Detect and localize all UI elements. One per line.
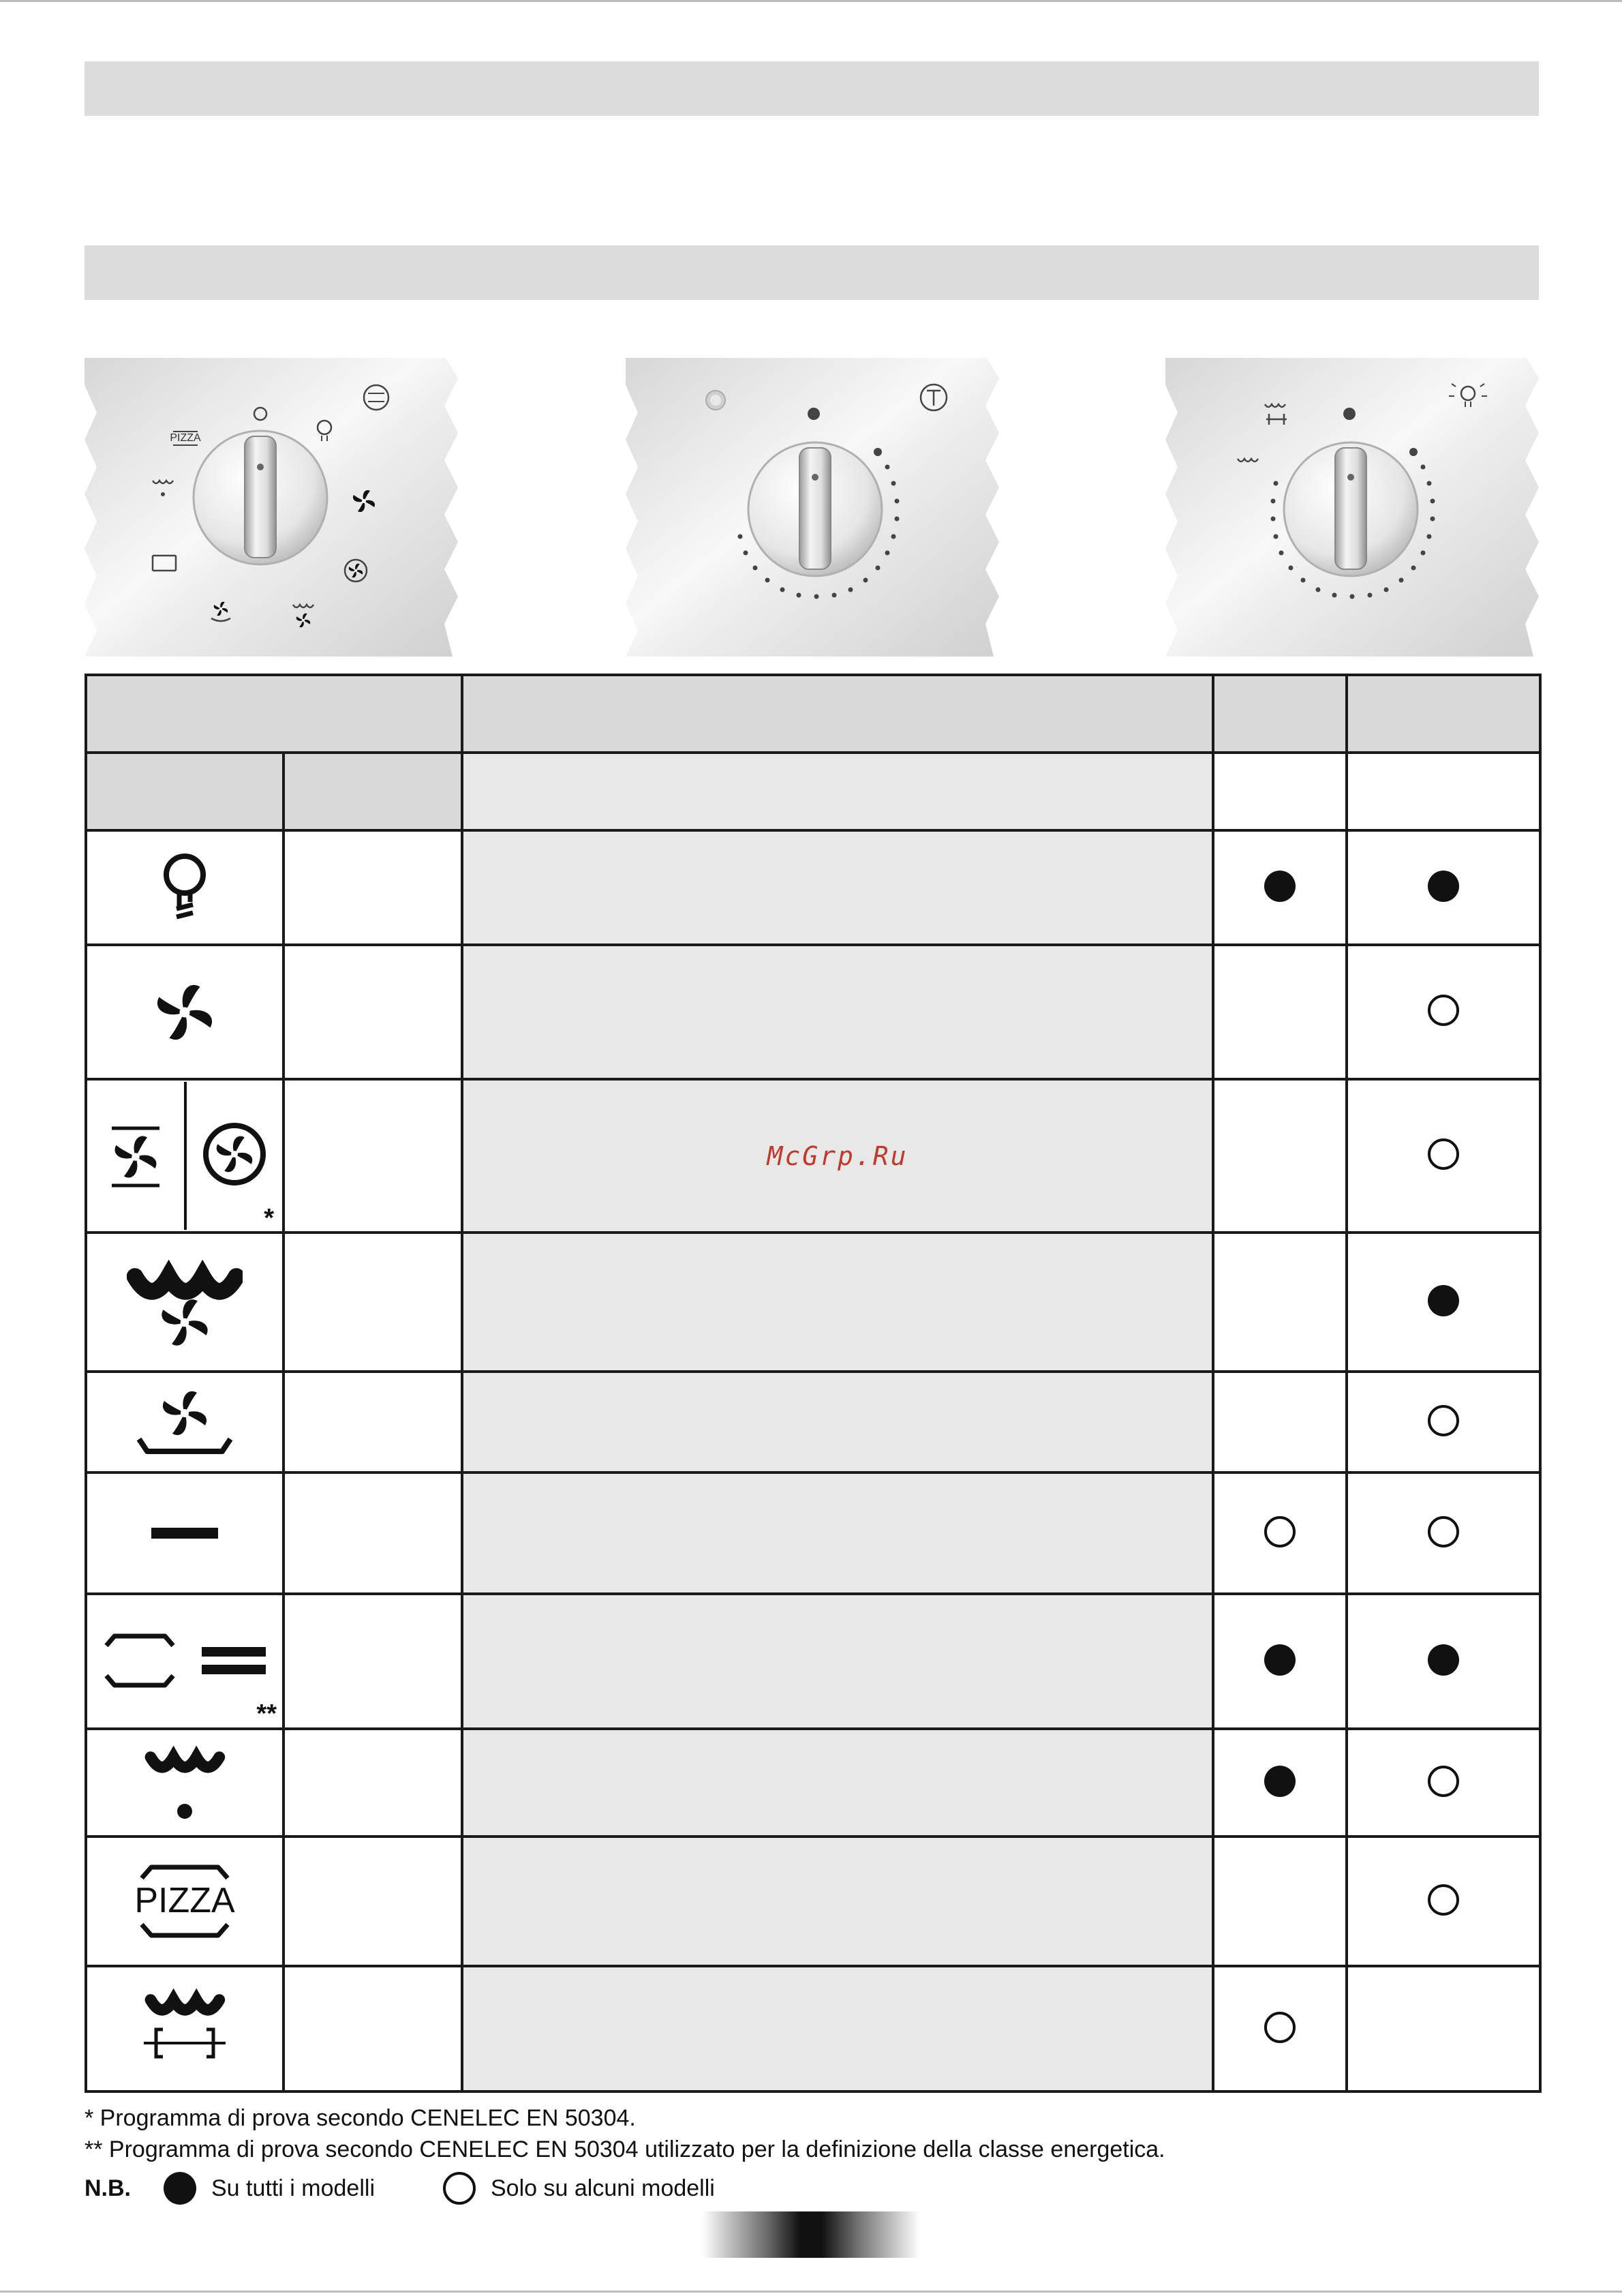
table-row xyxy=(86,1233,1540,1372)
temperature-cell xyxy=(284,945,462,1079)
some-models-marker xyxy=(1428,1884,1459,1916)
model-a-cell xyxy=(1213,945,1347,1079)
grill-dial-panel xyxy=(1165,358,1539,656)
function-dial-panel xyxy=(85,358,458,656)
description-cell xyxy=(462,1594,1213,1729)
temperature-cell xyxy=(284,1372,462,1472)
section-heading-bar xyxy=(85,61,1539,116)
watermark: McGrp.Ru xyxy=(767,1141,908,1171)
model-a-cell xyxy=(1213,1729,1347,1837)
svg-text:*: * xyxy=(264,1204,274,1230)
table-subheader-row xyxy=(86,753,1540,830)
grill-fan-icon xyxy=(86,1233,284,1372)
table-row xyxy=(86,1729,1540,1837)
subheader-cell-model-a xyxy=(1213,753,1347,830)
fan-icon xyxy=(86,945,284,1079)
table-row xyxy=(86,1472,1540,1594)
model-a-cell xyxy=(1213,1233,1347,1372)
description-cell xyxy=(462,1837,1213,1966)
description-cell xyxy=(462,1472,1213,1594)
model-a-cell xyxy=(1213,1966,1347,2091)
description-cell xyxy=(462,945,1213,1079)
some-models-marker xyxy=(1428,995,1459,1026)
table-row xyxy=(86,1372,1540,1472)
svg-text:**: ** xyxy=(256,1700,277,1726)
off-position-icon xyxy=(1343,408,1356,420)
model-a-cell xyxy=(1213,830,1347,945)
function-knob[interactable] xyxy=(194,431,327,564)
grill-dot-icon xyxy=(86,1729,284,1837)
description-cell xyxy=(462,830,1213,945)
all-models-marker xyxy=(1264,1644,1296,1676)
off-position-icon xyxy=(808,408,820,420)
section-subheading-bar xyxy=(85,245,1539,300)
table-row xyxy=(86,1079,1540,1233)
some-models-marker xyxy=(1264,1516,1296,1547)
all-models-marker xyxy=(1264,1766,1296,1797)
legend-nb-label: N.B. xyxy=(85,2175,131,2201)
legend xyxy=(85,2171,715,2206)
top-rule xyxy=(0,0,1622,2)
temperature-cell xyxy=(284,1233,462,1372)
fan-bars-and-fan-circle-icon xyxy=(86,1079,284,1233)
description-cell xyxy=(462,1729,1213,1837)
table-row xyxy=(86,1966,1540,2091)
temperature-cell xyxy=(284,1729,462,1837)
model-b-cell xyxy=(1347,1079,1540,1233)
all-models-marker xyxy=(1428,871,1459,902)
description-cell xyxy=(462,1372,1213,1472)
table-row xyxy=(86,945,1540,1079)
model-b-cell xyxy=(1347,1472,1540,1594)
temperature-cell xyxy=(284,1837,462,1966)
fan-bottom-icon xyxy=(86,1372,284,1472)
svg-text:PIZZA: PIZZA xyxy=(134,1881,235,1920)
model-b-cell xyxy=(1347,830,1540,945)
pizza-icon xyxy=(170,432,201,445)
footnote-single-asterisk: * Programma di prova secondo CENELEC EN 50304. xyxy=(85,2105,636,2131)
table-header-row xyxy=(86,675,1540,753)
table-row xyxy=(86,1594,1540,1729)
grill-knob[interactable] xyxy=(1284,442,1418,576)
footnote-double-asterisk: ** Programma di prova secondo CENELEC EN 50304 utilizzato per la definizione della classe energetica. xyxy=(85,2136,1165,2162)
some-models-marker xyxy=(1428,1138,1459,1170)
model-a-cell xyxy=(1213,1472,1347,1594)
model-a-cell xyxy=(1213,1079,1347,1233)
legend-some-models-label: Solo su alcuni modelli xyxy=(491,2175,715,2201)
page-number-tab xyxy=(702,2211,920,2258)
filled-dot-icon xyxy=(164,2172,196,2205)
temperature-cell xyxy=(284,1966,462,2091)
lamp-icon xyxy=(86,830,284,945)
some-models-marker xyxy=(1428,1405,1459,1436)
model-a-cell xyxy=(1213,1594,1347,1729)
all-models-marker xyxy=(1428,1644,1459,1676)
header-cell-symbol xyxy=(86,675,462,753)
pizza-icon xyxy=(86,1837,284,1966)
description-cell xyxy=(462,1079,1213,1233)
bottom-rule xyxy=(0,2291,1622,2293)
description-cell xyxy=(462,1966,1213,2091)
all-models-marker xyxy=(1428,1285,1459,1316)
footnotes xyxy=(85,2102,1539,2165)
temperature-cell xyxy=(284,830,462,945)
some-models-marker xyxy=(1428,1516,1459,1547)
thermostat-dial-panel xyxy=(626,358,999,656)
header-cell-model-a xyxy=(1213,675,1347,753)
model-b-cell xyxy=(1347,1729,1540,1837)
some-models-marker xyxy=(1264,2012,1296,2043)
description-cell xyxy=(462,1233,1213,1372)
subheader-cell-model-b xyxy=(1347,753,1540,830)
subheader-cell-description xyxy=(462,753,1213,830)
thermostat-knob[interactable] xyxy=(748,442,882,576)
svg-text:PIZZA: PIZZA xyxy=(170,432,201,444)
model-b-cell xyxy=(1347,1594,1540,1729)
subheader-cell-symbol xyxy=(86,753,284,830)
header-cell-model-b xyxy=(1347,675,1540,753)
model-b-cell xyxy=(1347,945,1540,1079)
grill-bracket-icon xyxy=(86,1966,284,2091)
temperature-cell xyxy=(284,1594,462,1729)
oven-functions-table xyxy=(85,674,1542,2093)
subheader-cell-temperature xyxy=(284,753,462,830)
model-b-cell xyxy=(1347,1837,1540,1966)
empty-dot-icon xyxy=(443,2172,476,2205)
top-bar-icon xyxy=(86,1472,284,1594)
model-a-cell xyxy=(1213,1372,1347,1472)
model-b-cell xyxy=(1347,1372,1540,1472)
table-row xyxy=(86,830,1540,945)
table-row xyxy=(86,1837,1540,1966)
conventional-and-double-bar-icon xyxy=(86,1594,284,1729)
header-cell-description xyxy=(462,675,1213,753)
temperature-cell xyxy=(284,1079,462,1233)
model-b-cell xyxy=(1347,1966,1540,2091)
some-models-marker xyxy=(1428,1766,1459,1797)
indicator-light-icon xyxy=(706,391,725,410)
all-models-marker xyxy=(1264,871,1296,902)
model-a-cell xyxy=(1213,1837,1347,1966)
legend-all-models-label: Su tutti i modelli xyxy=(211,2175,375,2201)
temperature-cell xyxy=(284,1472,462,1594)
model-b-cell xyxy=(1347,1233,1540,1372)
